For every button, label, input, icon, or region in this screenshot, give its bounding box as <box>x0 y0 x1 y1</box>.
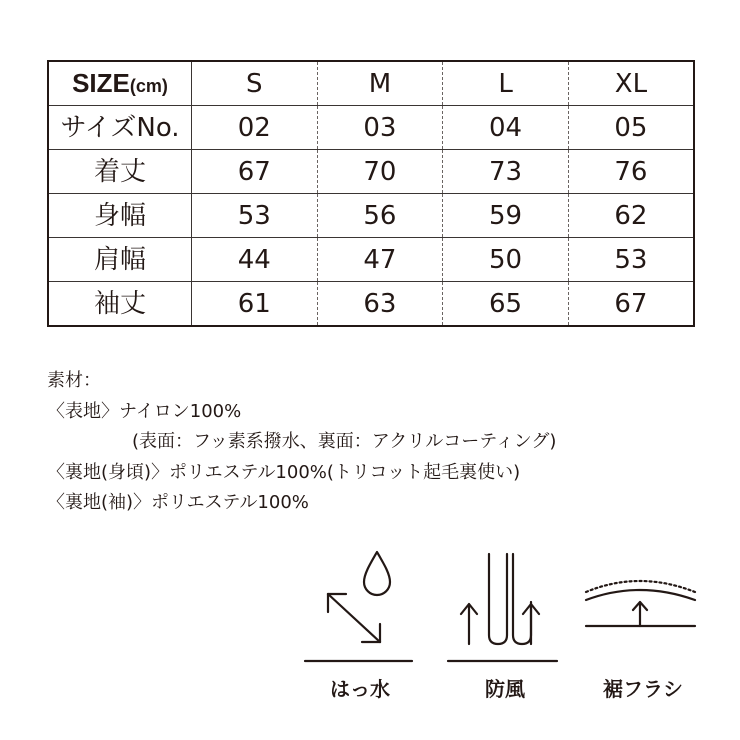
size-table <box>47 60 695 327</box>
row-label: 袖丈 <box>48 282 192 327</box>
table-cell: 73 <box>443 150 569 194</box>
row-label: 着丈 <box>48 150 192 194</box>
size-column-m: M <box>317 61 443 106</box>
size-column-l: L <box>443 61 569 106</box>
table-row-length <box>48 150 694 194</box>
feature-label: 防風 <box>485 677 525 701</box>
table-cell: 53 <box>568 238 694 282</box>
material-lining-sleeve: 〈裏地(袖)〉ポリエステル100% <box>47 492 309 513</box>
feature-label: 裾フラシ <box>603 677 683 701</box>
material-section <box>47 366 556 519</box>
row-label: 身幅 <box>48 194 192 238</box>
table-cell: 61 <box>192 282 318 327</box>
table-cell: 76 <box>568 150 694 194</box>
feature-water-repellent <box>300 540 430 720</box>
material-outer-note: (表面：フッ素系撥水、裏面：アクリルコーティング) <box>132 431 557 452</box>
table-cell: 63 <box>317 282 443 327</box>
size-column-xl: XL <box>568 61 694 106</box>
hem-brush-icon <box>583 540 708 670</box>
material-lining-body: 〈裏地(身頃)〉ポリエステル100%(トリコット起毛裏使い) <box>47 461 521 483</box>
table-row-size-no <box>48 106 694 150</box>
size-header-row <box>48 61 694 106</box>
table-cell: 62 <box>568 194 694 238</box>
table-cell: 67 <box>192 150 318 194</box>
table-cell: 04 <box>443 106 569 150</box>
table-cell: 56 <box>317 194 443 238</box>
size-column-s: S <box>192 61 318 106</box>
material-outer: 〈表地〉ナイロン100% <box>47 400 242 422</box>
table-cell: 65 <box>443 282 569 327</box>
table-cell: 70 <box>317 150 443 194</box>
feature-label: はっ水 <box>330 677 390 701</box>
table-cell: 53 <box>192 194 318 238</box>
feature-windproof <box>445 540 575 720</box>
table-row-shoulder <box>48 238 694 282</box>
feature-hem-brush <box>583 540 713 720</box>
table-row-chest <box>48 194 694 238</box>
table-row-sleeve <box>48 282 694 327</box>
table-cell: 50 <box>443 238 569 282</box>
table-cell: 59 <box>443 194 569 238</box>
windproof-icon <box>445 540 565 670</box>
table-cell: 44 <box>192 238 318 282</box>
table-cell: 67 <box>568 282 694 327</box>
size-header-cell <box>48 61 192 106</box>
row-label: 肩幅 <box>48 238 192 282</box>
row-label: サイズNo. <box>48 106 192 150</box>
table-cell: 03 <box>317 106 443 150</box>
table-cell: 05 <box>568 106 694 150</box>
table-cell: 02 <box>192 106 318 150</box>
feature-icons <box>300 540 710 720</box>
water-repellent-icon <box>300 540 420 670</box>
table-cell: 47 <box>317 238 443 282</box>
size-label: SIZE <box>72 68 130 98</box>
material-heading: 素材： <box>47 370 101 391</box>
unit-label: (cm) <box>129 76 168 96</box>
